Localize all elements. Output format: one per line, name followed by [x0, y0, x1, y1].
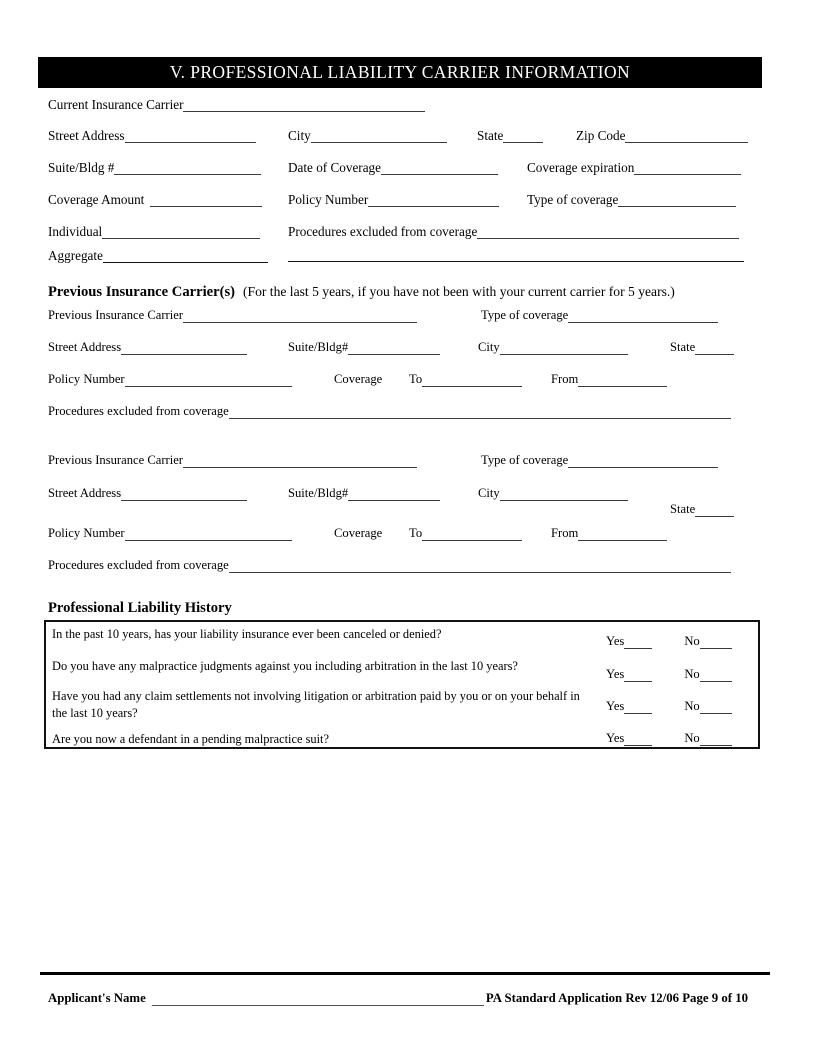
prev2-suite-label: Suite/Bldg# [288, 486, 349, 500]
field-coverage-expiration [527, 160, 741, 175]
prev1-state-label: State [670, 340, 696, 354]
field-prev2-carrier [48, 453, 417, 468]
prev2-suite-input[interactable] [348, 487, 440, 501]
footer [48, 991, 748, 1006]
field-prev1-type-of-coverage [481, 308, 718, 323]
field-city [288, 128, 447, 143]
procedures-excluded-input-continued[interactable] [288, 248, 744, 262]
field-prev2-policy-number [48, 526, 292, 541]
no-input-3[interactable] [700, 701, 732, 714]
individual-input[interactable] [102, 225, 260, 239]
yes-option-3[interactable] [606, 699, 652, 714]
field-prev1-city [478, 340, 628, 355]
prev2-procedures-excluded-input[interactable] [229, 559, 731, 573]
prev1-suite-label: Suite/Bldg# [288, 340, 349, 354]
no-label-4: No [684, 731, 700, 745]
field-prev1-policy-number [48, 372, 292, 387]
field-prev1-to [409, 372, 522, 387]
previous-carriers-heading [48, 283, 675, 301]
yes-label-3: Yes [606, 699, 625, 713]
prev1-policy-number-input[interactable] [125, 373, 292, 387]
applicant-name-input[interactable] [152, 992, 484, 1006]
procedures-excluded-label: Procedures excluded from coverage [288, 224, 478, 239]
prev2-street-label: Street Address [48, 486, 122, 500]
field-prev2-to [409, 526, 522, 541]
footer-revision-text: PA Standard Application Rev 12/06 Page 9 of 10 [485, 991, 748, 1005]
coverage-expiration-input[interactable] [634, 161, 741, 175]
field-procedures-excluded-continued [288, 248, 744, 262]
prev1-suite-input[interactable] [348, 341, 440, 355]
field-prev2-state [670, 502, 734, 517]
field-suite-bldg [48, 160, 261, 175]
no-input-1[interactable] [700, 636, 732, 649]
prev1-city-label: City [478, 340, 500, 354]
suite-bldg-input[interactable] [114, 161, 261, 175]
no-option-4[interactable] [684, 731, 731, 746]
liability-answer-row-1 [606, 634, 732, 649]
section-banner-title: V. PROFESSIONAL LIABILITY CARRIER INFORMATION [169, 62, 631, 82]
street-address-input[interactable] [125, 129, 256, 143]
prev2-carrier-label: Previous Insurance Carrier [48, 453, 183, 467]
prev1-carrier-label: Previous Insurance Carrier [48, 308, 183, 322]
no-label-3: No [684, 699, 700, 713]
field-prev1-state [670, 340, 734, 355]
policy-number-label: Policy Number [288, 192, 369, 207]
prev1-from-input[interactable] [578, 373, 667, 387]
type-of-coverage-label: Type of coverage [527, 192, 619, 207]
yes-option-1[interactable] [606, 634, 652, 649]
yes-label-4: Yes [606, 731, 625, 745]
field-zip-code [576, 128, 748, 143]
field-prev2-city [478, 486, 628, 501]
previous-carriers-note: (For the last 5 years, if you have not been with your current carrier for 5 years.) [242, 284, 675, 299]
prev1-street-label: Street Address [48, 340, 122, 354]
yes-label-2: Yes [606, 667, 625, 681]
liability-answer-row-4 [606, 731, 732, 746]
no-option-3[interactable] [684, 699, 731, 714]
field-prev2-street [48, 486, 247, 501]
prev2-to-label: To [409, 526, 423, 540]
no-option-1[interactable] [684, 634, 731, 649]
liability-question-3: Have you had any claim settlements not involving litigation or arbitration paid by you or on your behalf in the last 10 years? [52, 689, 580, 720]
field-prev2-type-of-coverage [481, 453, 718, 468]
field-street-address [48, 128, 256, 143]
field-prev1-street [48, 340, 247, 355]
date-of-coverage-label: Date of Coverage [288, 160, 382, 175]
prev1-carrier-input[interactable] [183, 309, 417, 323]
coverage-amount-input[interactable] [150, 193, 262, 207]
date-of-coverage-input[interactable] [381, 161, 498, 175]
city-label: City [288, 128, 311, 143]
aggregate-input[interactable] [103, 249, 268, 263]
prev1-coverage-group [334, 372, 382, 387]
field-prev2-from [551, 526, 667, 541]
applicant-name-label: Applicant's Name [48, 991, 146, 1005]
footer-divider [40, 972, 770, 975]
suite-bldg-label: Suite/Bldg # [48, 160, 115, 175]
prev2-city-label: City [478, 486, 500, 500]
prev1-procedures-excluded-label: Procedures excluded from coverage [48, 404, 229, 418]
current-insurance-carrier-label: Current Insurance Carrier [48, 97, 184, 112]
field-prev1-from [551, 372, 667, 387]
no-label-1: No [684, 634, 700, 648]
prev1-type-of-coverage-label: Type of coverage [481, 308, 569, 322]
zip-code-label: Zip Code [576, 128, 626, 143]
liability-history-heading: Professional Liability History [48, 600, 232, 616]
aggregate-label: Aggregate [48, 248, 103, 263]
coverage-amount-label: Coverage Amount [48, 192, 145, 207]
prev2-state-label: State [670, 502, 696, 516]
field-type-of-coverage [527, 192, 736, 207]
yes-option-4[interactable] [606, 731, 652, 746]
no-input-4[interactable] [700, 733, 732, 746]
yes-input-4[interactable] [624, 733, 652, 746]
prev2-street-input[interactable] [121, 487, 247, 501]
liability-question-4: Are you now a defendant in a pending malpractice suit? [52, 732, 329, 746]
prev2-coverage-label: Coverage [334, 526, 383, 540]
coverage-expiration-label: Coverage expiration [527, 160, 635, 175]
type-of-coverage-input[interactable] [618, 193, 736, 207]
field-prev1-carrier [48, 308, 417, 323]
field-prev1-procedures-excluded [48, 404, 731, 419]
no-input-2[interactable] [700, 669, 732, 682]
field-procedures-excluded [288, 224, 739, 239]
yes-input-3[interactable] [624, 701, 652, 714]
current-insurance-carrier-input[interactable] [183, 98, 425, 112]
prev2-city-input[interactable] [500, 487, 628, 501]
prev1-type-of-coverage-input[interactable] [568, 309, 718, 323]
field-date-of-coverage [288, 160, 498, 175]
field-aggregate [48, 248, 268, 263]
prev2-type-of-coverage-label: Type of coverage [481, 453, 569, 467]
liability-question-1: In the past 10 years, has your liability insurance ever been canceled or denied? [52, 627, 442, 641]
prev2-from-input[interactable] [578, 527, 667, 541]
policy-number-input[interactable] [368, 193, 499, 207]
state-label: State [477, 128, 504, 143]
prev2-coverage-group [334, 526, 382, 541]
field-prev2-suite [288, 486, 440, 501]
no-label-2: No [684, 667, 700, 681]
field-prev1-suite [288, 340, 440, 355]
individual-label: Individual [48, 224, 103, 239]
liability-answer-row-2 [606, 667, 732, 682]
street-address-label: Street Address [48, 128, 125, 143]
prev1-state-input[interactable] [695, 341, 734, 355]
city-input[interactable] [311, 129, 447, 143]
prev1-from-label: From [551, 372, 579, 386]
field-current-insurance-carrier [48, 97, 425, 112]
prev1-street-input[interactable] [121, 341, 247, 355]
prev1-city-input[interactable] [500, 341, 628, 355]
liability-question-2: Do you have any malpractice judgments against you including arbitration in the last 10 years? [52, 659, 518, 673]
prev2-type-of-coverage-input[interactable] [568, 454, 718, 468]
no-option-2[interactable] [684, 667, 731, 682]
prev1-to-input[interactable] [422, 373, 522, 387]
prev2-procedures-excluded-label: Procedures excluded from coverage [48, 558, 229, 572]
field-policy-number [288, 192, 499, 207]
prev1-policy-number-label: Policy Number [48, 372, 125, 386]
zip-code-input[interactable] [625, 129, 748, 143]
prev2-to-input[interactable] [422, 527, 522, 541]
prev2-from-label: From [551, 526, 579, 540]
yes-input-2[interactable] [624, 669, 652, 682]
liability-history-box [44, 620, 760, 749]
prev2-carrier-input[interactable] [183, 454, 417, 468]
procedures-excluded-input[interactable] [477, 225, 739, 239]
prev2-policy-number-label: Policy Number [48, 526, 125, 540]
yes-input-1[interactable] [624, 636, 652, 649]
field-individual [48, 224, 260, 239]
yes-label-1: Yes [606, 634, 625, 648]
previous-carriers-heading-text: Previous Insurance Carrier(s) [48, 284, 235, 300]
field-coverage-amount [48, 192, 262, 207]
prev1-coverage-label: Coverage [334, 372, 383, 386]
state-input[interactable] [503, 129, 543, 143]
prev1-to-label: To [409, 372, 423, 386]
field-prev2-procedures-excluded [48, 558, 731, 573]
section-banner [38, 57, 762, 88]
field-state [477, 128, 543, 143]
prev2-policy-number-input[interactable] [125, 527, 292, 541]
prev1-procedures-excluded-input[interactable] [229, 405, 731, 419]
prev2-state-input[interactable] [695, 503, 734, 517]
liability-answer-row-3 [606, 699, 732, 714]
yes-option-2[interactable] [606, 667, 652, 682]
